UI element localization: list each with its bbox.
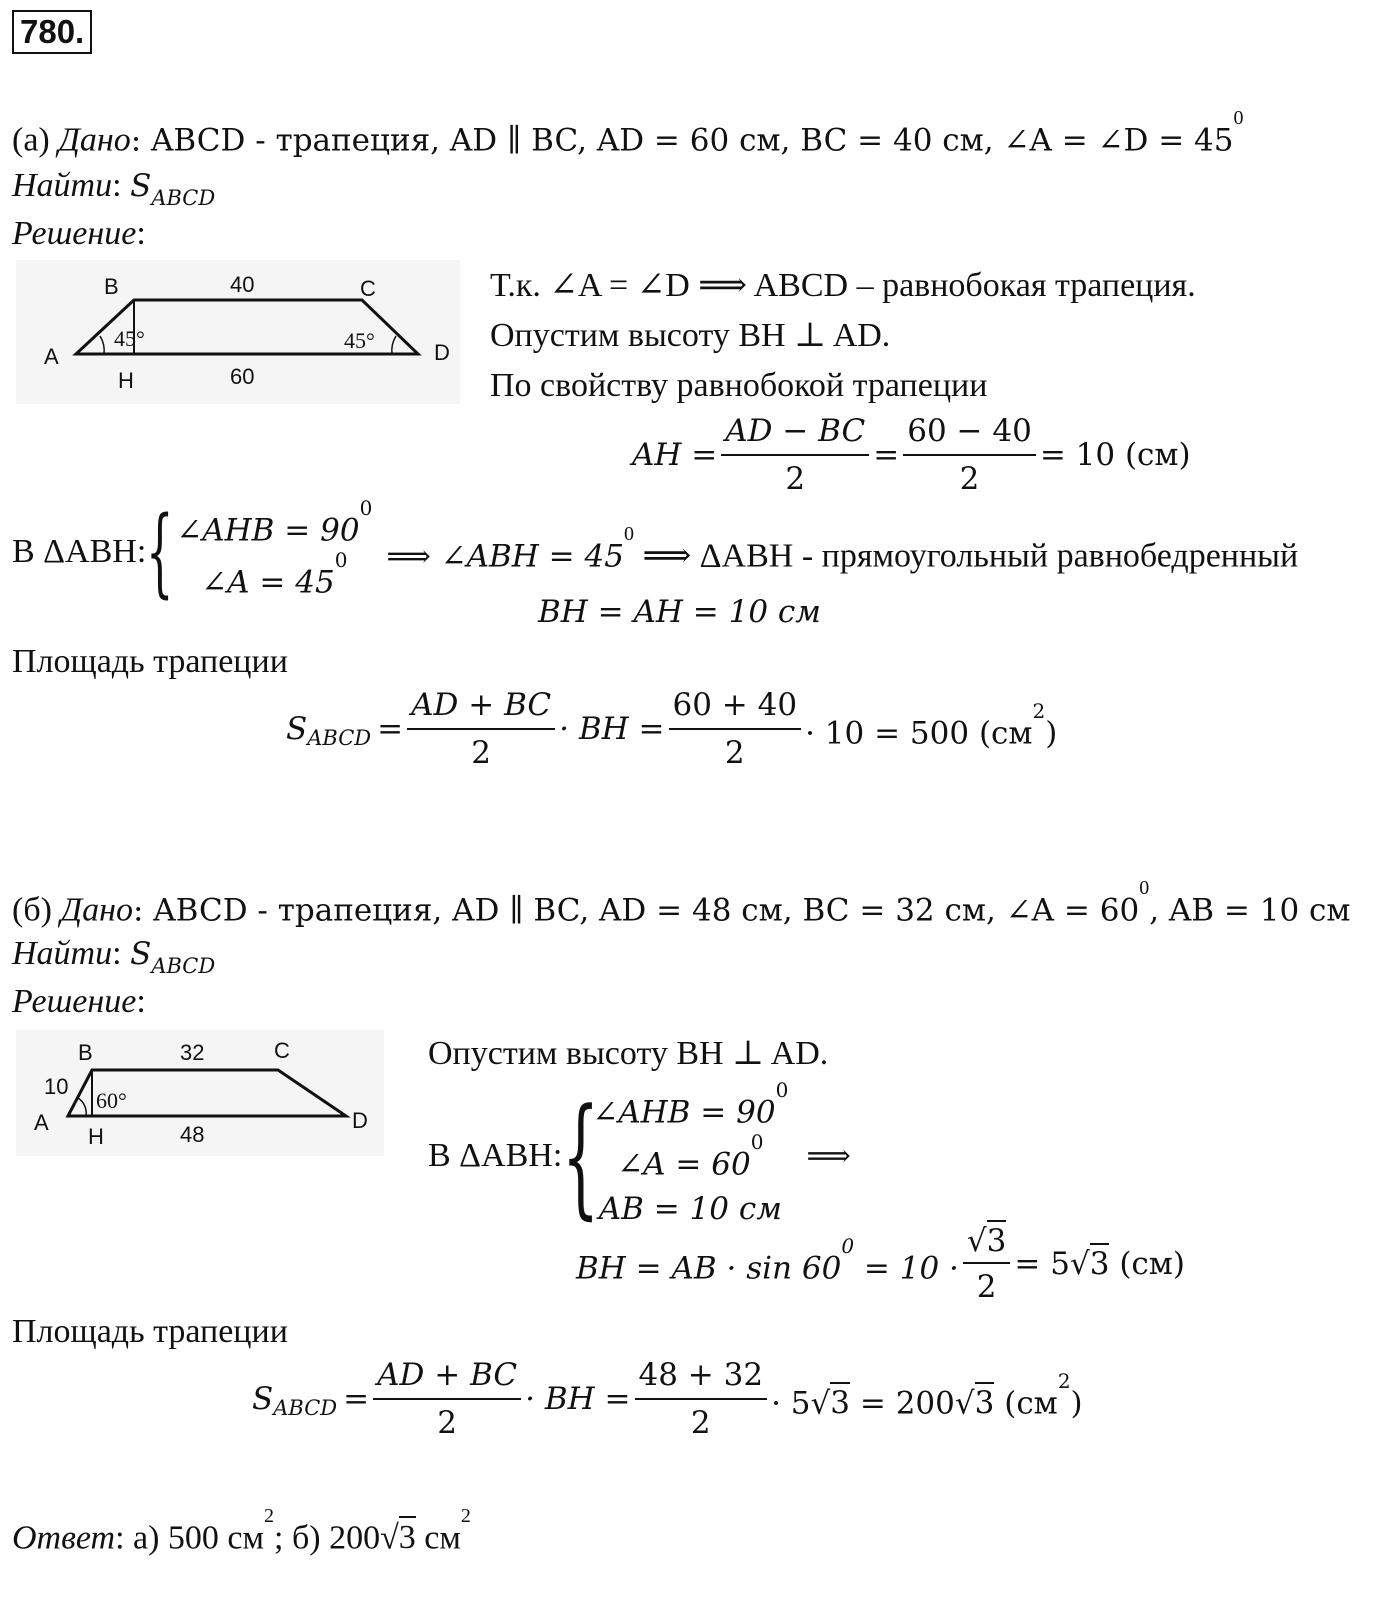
label-c: C bbox=[360, 276, 376, 301]
part-a-find: Найти: $S_{ABCD}$ bbox=[12, 167, 216, 210]
label-a: A bbox=[34, 1110, 49, 1135]
part-b-bh-formula: BH = AB · $\sin 60^0 = 10$ · $\frac{√3}{2}$ = 5√3 (см) bbox=[576, 1222, 1185, 1306]
part-a-triangle-system: В ΔABH: { ∠AHB = $90^0$ ∠A = $45^0$ ⟹ ∠ABH = $45^0$ ⟹ ΔABH - прямоугольный равнобедренный bbox=[12, 496, 1299, 609]
label-h: H bbox=[88, 1124, 104, 1149]
part-a-ah-formula: AH = $\frac{AD - BC}{2}$ = $\frac{60 - 40}{2}$ = 10 (см) bbox=[632, 413, 1191, 497]
label-c: C bbox=[274, 1038, 290, 1063]
label-top-length: 40 bbox=[230, 272, 255, 297]
trapezoid-figure-b bbox=[16, 1030, 384, 1156]
part-a-bh-line: BH = AH = 10 см bbox=[538, 594, 821, 630]
label-d: D bbox=[434, 340, 450, 365]
label-angle-left: 45° bbox=[114, 326, 145, 351]
problem-number: 780. bbox=[12, 10, 92, 54]
label-bottom-length: 60 bbox=[230, 364, 255, 389]
label-side-length: 10 bbox=[44, 1074, 69, 1099]
part-a-area-title: Площадь трапеции bbox=[12, 643, 288, 680]
part-b-find: Найти: $S_{ABCD}$ bbox=[12, 935, 216, 978]
part-b-area-formula: S ABCD = $\frac{AD + BC}{2}$ · BH = $\frac{48 + 32}{2}$ · 5√3 = 200√3 $(см^2)$ bbox=[252, 1357, 1083, 1441]
part-b-given: (б) Дано: ABCD - трапеция, AD ∥ BC, AD = 48 см, BC = 32 см, ∠A = $60^0$, AB = 10 см bbox=[12, 877, 1351, 929]
label-d: D bbox=[352, 1108, 368, 1133]
part-b-triangle-system: В ΔABH: { ∠AHB = $90^0$ ∠A = $60^0$ AB = 10 см ⟹ bbox=[428, 1078, 851, 1233]
part-a-line1: Т.к. ∠A = ∠D ⟹ ABCD – равнобокая трапеция. bbox=[490, 267, 1196, 304]
part-b-line1: Опустим высоту BH ⊥ AD. bbox=[428, 1035, 829, 1072]
trapezoid-figure-a bbox=[16, 260, 460, 404]
label-bottom-length: 48 bbox=[180, 1122, 205, 1147]
label-h: H bbox=[118, 368, 134, 393]
answer-line: Ответ: а) 500 $см^2$; б) 200√3 $см^2$ bbox=[12, 1505, 471, 1557]
label-a: A bbox=[44, 344, 59, 369]
part-b-solution-label: Решение: bbox=[12, 983, 146, 1020]
label-top-length: 32 bbox=[180, 1040, 205, 1065]
part-b-area-title: Площадь трапеции bbox=[12, 1313, 288, 1350]
part-a-area-formula: S ABCD = $\frac{AD + BC}{2}$ · BH = $\frac{60 + 40}{2}$ · 10 = 500 $(см^2)$ bbox=[286, 687, 1058, 771]
label-angle-right: 45° bbox=[344, 328, 375, 353]
label-b: B bbox=[104, 274, 119, 299]
part-a-line3: По свойству равнобокой трапеции bbox=[490, 367, 988, 404]
label-angle: 60° bbox=[96, 1088, 127, 1113]
part-a-given: (а) Дано: ABCD - трапеция, AD ∥ BC, AD = 60 см, BC = 40 см, ∠A = ∠D = $45^0$ bbox=[12, 107, 1244, 159]
part-a-solution-label: Решение: bbox=[12, 215, 146, 252]
part-a-line2: Опустим высоту BH ⊥ AD. bbox=[490, 317, 891, 354]
label-b: B bbox=[78, 1040, 93, 1065]
